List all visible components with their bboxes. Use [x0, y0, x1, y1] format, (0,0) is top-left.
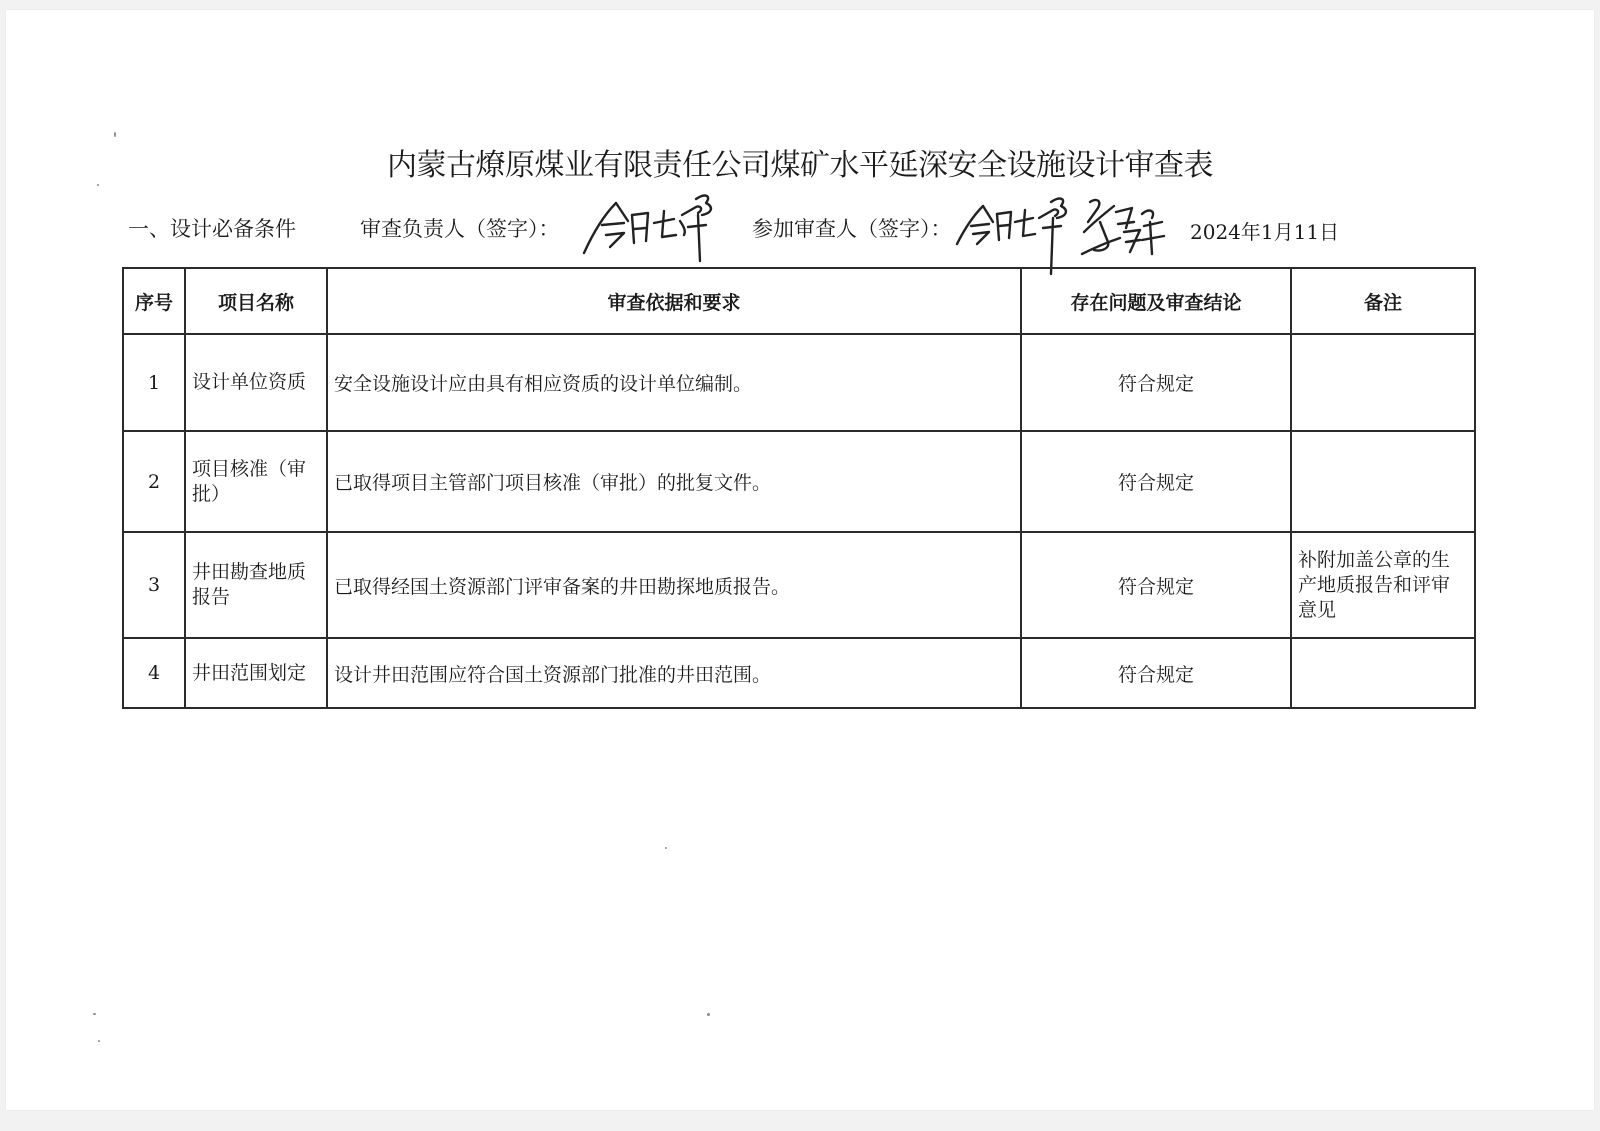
scan-speck: [93, 1013, 96, 1015]
row-no: 1: [123, 334, 185, 431]
reviewer-signature: [580, 185, 730, 265]
row-name: 项目核准（审批）: [185, 431, 327, 532]
scan-speck: [97, 184, 99, 186]
header-note: 备注: [1291, 268, 1475, 334]
table-row: [123, 532, 1475, 638]
row-name: 井田勘查地质报告: [185, 532, 327, 638]
row-no: 2: [123, 431, 185, 532]
header-name: 项目名称: [185, 268, 327, 334]
row-name: 井田范围划定: [185, 638, 327, 708]
participant-signature-label: 参加审查人（签字）：: [752, 217, 952, 241]
row-result: 符合规定: [1021, 334, 1291, 431]
table-header-row: [123, 268, 1475, 334]
participant-signature-1: [955, 188, 1075, 278]
document-title: 内蒙古燎原煤业有限责任公司煤矿水平延深安全设施设计审查表: [387, 148, 1213, 183]
scan-speck: [98, 1040, 100, 1042]
row-requirement: 已取得项目主管部门项目核准（审批）的批复文件。: [327, 431, 1021, 532]
row-note: [1291, 334, 1475, 431]
row-requirement: 已取得经国土资源部门评审备案的井田勘探地质报告。: [327, 532, 1021, 638]
row-name: 设计单位资质: [185, 334, 327, 431]
row-requirement: 安全设施设计应由具有相应资质的设计单位编制。: [327, 334, 1021, 431]
scan-speck: [665, 847, 667, 849]
row-note: [1291, 638, 1475, 708]
row-result: 符合规定: [1021, 638, 1291, 708]
header-requirement: 审查依据和要求: [327, 268, 1021, 334]
row-no: 4: [123, 638, 185, 708]
section-label: 一、设计必备条件: [128, 217, 296, 241]
reviewer-signature-label: 审查负责人（签字）：: [360, 217, 560, 241]
scan-speck: [707, 1013, 710, 1016]
review-table: [122, 267, 1476, 709]
header-no: 序号: [123, 268, 185, 334]
row-result: 符合规定: [1021, 431, 1291, 532]
table-row: [123, 431, 1475, 532]
row-note: [1291, 431, 1475, 532]
row-requirement: 设计井田范围应符合国土资源部门批准的井田范围。: [327, 638, 1021, 708]
row-note: 补附加盖公章的生产地质报告和评审意见: [1291, 532, 1475, 638]
header-result: 存在问题及审查结论: [1021, 268, 1291, 334]
table-row: [123, 334, 1475, 431]
scan-speck: [114, 132, 116, 137]
document-date: 2024年1月11日: [1190, 220, 1340, 244]
table-row: [123, 638, 1475, 708]
participant-signature-2: [1080, 192, 1170, 267]
row-result: 符合规定: [1021, 532, 1291, 638]
row-no: 3: [123, 532, 185, 638]
